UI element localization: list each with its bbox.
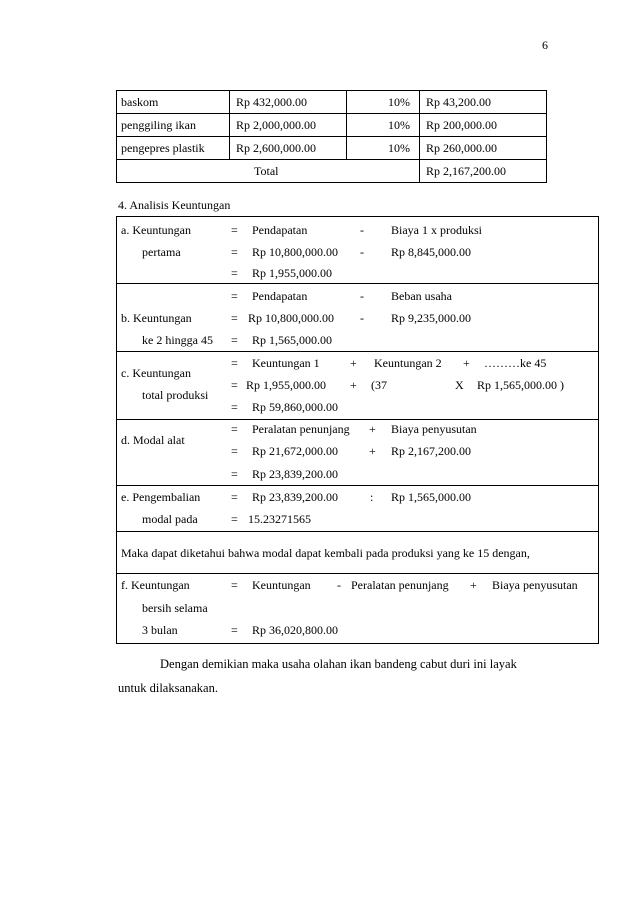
row-f-label: f. Keuntungan [121, 578, 190, 592]
equals-sign: = [231, 400, 238, 414]
row-e-label-cont: modal pada [142, 512, 198, 526]
equals-sign: = [231, 490, 238, 504]
minus-sign: - [337, 578, 341, 592]
table-cell-item: penggiling ikan [121, 118, 196, 132]
row-f-label-cont: 3 bulan [142, 623, 178, 637]
row-d-term: Biaya penyusutan [391, 422, 477, 436]
equals-sign: = [231, 422, 238, 436]
table-cell-percent: 10% [388, 141, 410, 155]
equals-sign: = [231, 378, 238, 392]
row-b-result: Rp 1,565,000.00 [252, 333, 333, 347]
plus-sign: + [350, 378, 357, 392]
row-a-value: Rp 8,845,000.00 [391, 245, 472, 259]
equals-sign: = [231, 578, 238, 592]
row-b-label: b. Keuntungan [121, 311, 192, 325]
minus-sign: - [360, 223, 364, 237]
row-a-result: Rp 1,955,000.00 [252, 266, 333, 280]
row-f-label-cont: bersih selama [142, 601, 208, 615]
row-a-term: Biaya 1 x produksi [391, 223, 482, 237]
row-e-label: e. Pengembalian [121, 490, 201, 504]
equals-sign: = [231, 512, 238, 526]
row-d-term: Peralatan penunjang [252, 422, 350, 436]
equals-sign: = [231, 444, 238, 458]
row-f-result: Rp 36,020,800.00 [252, 623, 339, 637]
plus-sign: + [470, 578, 477, 592]
closing-paragraph-line1: Dengan demikian maka usaha olahan ikan bandeng cabut duri ini layak [160, 657, 517, 671]
row-e-term: Rp 23,839,200.00 [252, 490, 339, 504]
page-number: 6 [542, 38, 548, 52]
equals-sign: = [231, 223, 238, 237]
row-f-term: Peralatan penunjang [351, 578, 449, 592]
equals-sign: = [231, 356, 238, 370]
row-c-term: ………ke 45 [484, 356, 547, 370]
minus-sign: - [360, 289, 364, 303]
table-cell-value: Rp 200,000.00 [426, 118, 498, 132]
row-b-value: Rp 10,800,000.00 [248, 311, 335, 325]
table-cell-percent: 10% [388, 118, 410, 132]
row-b-label-cont: ke 2 hingga 45 [142, 333, 213, 347]
minus-sign: - [360, 245, 364, 259]
row-c-term: Keuntungan 2 [374, 356, 442, 370]
equals-sign: = [231, 623, 238, 637]
plus-sign: + [350, 356, 357, 370]
row-d-value: Rp 21,672,000.00 [252, 444, 339, 458]
row-a-label-cont: pertama [142, 245, 181, 259]
row-c-term: Keuntungan 1 [252, 356, 320, 370]
row-c-result: Rp 59,860,000.00 [252, 400, 339, 414]
row-c-multiplier: (37 [371, 378, 387, 392]
table-cell-value: Rp 43,200.00 [426, 95, 492, 109]
row-e-result: 15.23271565 [248, 512, 311, 526]
table-cell-percent: 10% [388, 95, 410, 109]
row-c-label-cont: total produksi [142, 388, 209, 402]
row-f-term: Keuntungan [252, 578, 311, 592]
row-a-term: Pendapatan [252, 223, 308, 237]
minus-sign: - [360, 311, 364, 325]
table-cell-price: Rp 2,000,000.00 [236, 118, 317, 132]
row-f-term: Biaya penyusutan [492, 578, 578, 592]
plus-sign: + [369, 422, 376, 436]
conclusion-text: Maka dapat diketahui bahwa modal dapat kembali pada produksi yang ke 15 dengan, [121, 546, 530, 560]
row-c-label: c. Keuntungan [121, 366, 191, 380]
row-a-label: a. Keuntungan [121, 223, 191, 237]
equals-sign: = [231, 289, 238, 303]
row-d-result: Rp 23,839,200.00 [252, 467, 339, 481]
row-a-value: Rp 10,800,000.00 [252, 245, 339, 259]
divide-sign: : [370, 490, 374, 504]
equals-sign: = [231, 266, 238, 280]
table-cell-price: Rp 2,600,000.00 [236, 141, 317, 155]
row-c-value: Rp 1,955,000.00 [246, 378, 327, 392]
table-cell-item: pengepres plastik [121, 141, 205, 155]
row-b-term: Beban usaha [391, 289, 452, 303]
equals-sign: = [231, 333, 238, 347]
closing-paragraph-line2: untuk dilaksanakan. [118, 681, 218, 695]
table-cell-value: Rp 260,000.00 [426, 141, 498, 155]
table-cell-item: baskom [121, 95, 159, 109]
table-total-label: Total [254, 164, 279, 178]
row-d-value: Rp 2,167,200.00 [391, 444, 472, 458]
row-b-term: Pendapatan [252, 289, 308, 303]
equals-sign: = [231, 245, 238, 259]
row-e-term: Rp 1,565,000.00 [391, 490, 472, 504]
row-c-value: Rp 1,565,000.00 ) [477, 378, 564, 392]
times-sign: X [455, 378, 464, 392]
section-heading: 4. Analisis Keuntungan [118, 198, 231, 212]
row-d-label: d. Modal alat [121, 433, 185, 447]
table-cell-price: Rp 432,000.00 [236, 95, 308, 109]
row-b-value: Rp 9,235,000.00 [391, 311, 472, 325]
table-total-value: Rp 2,167,200.00 [426, 164, 507, 178]
plus-sign: + [369, 444, 376, 458]
equals-sign: = [231, 467, 238, 481]
equals-sign: = [231, 311, 238, 325]
plus-sign: + [463, 356, 470, 370]
